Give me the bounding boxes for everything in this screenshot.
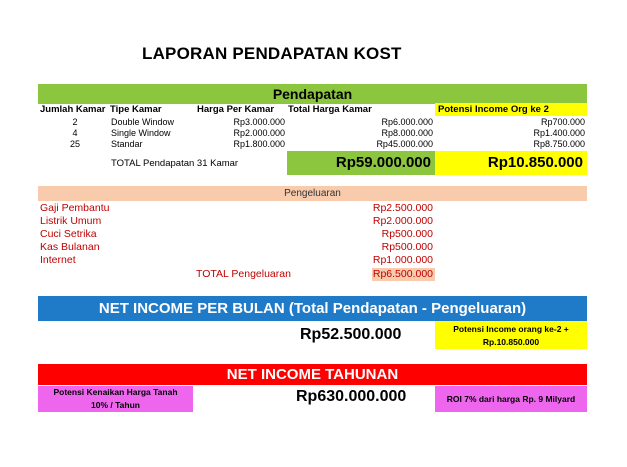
total-pendapatan-value: Rp59.000.000 — [335, 154, 431, 171]
row1-tipe: Double Window — [111, 117, 175, 127]
potensi-total-value: Rp10.850.000 — [487, 154, 583, 171]
expense-cuci-label: Cuci Setrika — [40, 228, 97, 240]
total-pengeluaran-box — [372, 268, 435, 281]
net-bulan-value: Rp52.500.000 — [300, 326, 402, 343]
row2-tipe: Single Window — [111, 128, 171, 138]
expense-listrik-value: Rp2.000.000 — [372, 215, 433, 227]
net-bulan-heading: NET INCOME PER BULAN (Total Pendapatan - Pengeluaran) — [38, 296, 587, 321]
potensi-total-box — [435, 151, 587, 175]
expense-kas-label: Kas Bulanan — [40, 241, 100, 253]
row3-harga: Rp1.800.000 — [233, 139, 285, 149]
header-total-harga-kamar: Total Harga Kamar — [288, 104, 372, 115]
total-pendapatan-label: TOTAL Pendapatan 31 Kamar — [111, 158, 239, 169]
roi-box: ROI 7% dari harga Rp. 9 Milyard — [435, 386, 587, 412]
net-tahun-heading: NET INCOME TAHUNAN — [38, 364, 587, 385]
potensi-orang-kedua-line2: Rp.10.850.000 — [482, 337, 540, 347]
header-jumlah-kamar: Jumlah Kamar — [40, 104, 106, 115]
total-pendapatan-box — [287, 151, 435, 175]
header-tipe-kamar: Tipe Kamar — [110, 104, 162, 115]
row2-jumlah: 4 — [72, 128, 78, 138]
expense-cuci-value: Rp500.000 — [381, 228, 433, 240]
row2-harga: Rp2.000.000 — [233, 128, 285, 138]
expense-gaji-label: Gaji Pembantu — [40, 202, 110, 214]
total-pengeluaran-value: Rp6.500.000 — [372, 268, 433, 280]
row3-total: Rp45.000.000 — [376, 139, 433, 149]
header-harga-per-kamar: Harga Per Kamar — [197, 104, 275, 115]
row1-total: Rp6.000.000 — [381, 117, 433, 127]
row3-potensi: Rp8.750.000 — [533, 139, 585, 149]
report-title: LAPORAN PENDAPATAN KOST — [142, 44, 402, 63]
potensi-tanah-line2: 10% / Tahun — [91, 400, 140, 410]
expense-kas-value: Rp500.000 — [381, 241, 433, 253]
potensi-orang-kedua-box — [435, 321, 587, 349]
expense-listrik-label: Listrik Umum — [40, 215, 102, 227]
pendapatan-heading: Pendapatan — [38, 84, 587, 104]
row1-jumlah: 2 — [72, 117, 78, 127]
row3-tipe: Standar — [111, 139, 143, 149]
potensi-orang-kedua-line1: Potensi Income orang ke-2 + — [453, 324, 569, 334]
row1-harga: Rp3.000.000 — [233, 117, 285, 127]
row3-jumlah: 25 — [69, 139, 80, 149]
net-tahun-value: Rp630.000.000 — [296, 388, 407, 405]
expense-internet-value: Rp1.000.000 — [372, 254, 433, 266]
total-pengeluaran-label: TOTAL Pengeluaran — [196, 268, 291, 280]
expense-internet-label: Internet — [40, 254, 76, 266]
header-potensi-income: Potensi Income Org ke 2 — [438, 104, 549, 115]
pengeluaran-heading: Pengeluaran — [38, 186, 587, 201]
row2-total: Rp8.000.000 — [381, 128, 433, 138]
expense-gaji-value: Rp2.500.000 — [372, 202, 433, 214]
potensi-tanah-line1: Potensi Kenaikan Harga Tanah — [53, 387, 178, 397]
row2-potensi: Rp1.400.000 — [533, 128, 585, 138]
row1-potensi: Rp700.000 — [540, 117, 585, 127]
potensi-tanah-box — [38, 386, 193, 412]
